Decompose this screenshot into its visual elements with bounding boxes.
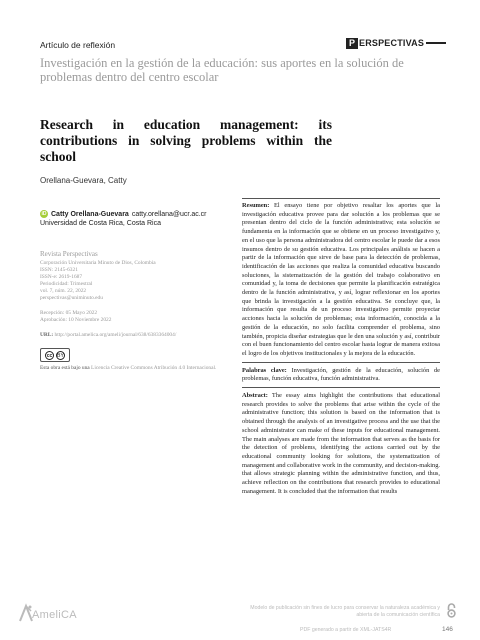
url-link[interactable]: http://portal.amelica.org/ameli/journal/638/6383364004/ [54, 332, 177, 338]
abstract-english [242, 392, 440, 496]
pdf-generation-note: PDF generado a partir de XML-JATS4R [300, 627, 392, 633]
license-text [40, 365, 240, 372]
license-link[interactable]: Licencia Creative Commons Atribución 4.0 Internacional. [91, 365, 217, 371]
amelica-logo[interactable] [18, 603, 88, 625]
keywords-spanish [242, 367, 440, 384]
abstract-spanish-label: Resumen: [242, 202, 270, 209]
journal-issn: ISSN: 2145-6321 [40, 267, 78, 273]
footer-note [200, 605, 440, 619]
page-number: 146 [442, 626, 453, 633]
author-affiliation: Universidad de Costa Rica, Costa Rica [40, 220, 161, 227]
title-spanish: Investigación en la gestión de la educación: sus aportes en la solución de problemas dentro del centro escolar [40, 56, 404, 84]
journal-logo-text: ERSPECTIVAS [359, 38, 425, 48]
journal-info [40, 250, 240, 302]
journal-email[interactable]: perspectivas@uniminuto.edu [40, 295, 103, 301]
abstract-spanish [242, 202, 440, 359]
article-url [40, 332, 240, 339]
journal-logo-mark: P [346, 38, 358, 49]
by-attribution-icon: BY [57, 352, 64, 359]
abstract-divider-top [242, 198, 440, 199]
abstract-english-text: The essay aims highlight the contributions that educational research provides to solve the problems that arise within the cycle of the administrative function; this solution is based on the information that is obtained through the analysis of an investigative process and the use that the school administrator can make of these inputs for educational management. The main analyses are made from the information that serves as the basis for the detection of problems, identifying the actions carried out by the educational community looking for solutions, the systematization of management and collaborative work in the community, and decision-making. that allows strategic planning within the administrative function, and thus, achieve reflection on the contributions that research provides to educational management. It is concluded that the information that results [242, 392, 441, 495]
abstract-column [242, 198, 440, 497]
journal-publisher: Corporación Universitaria Minuto de Dios, Colombia [40, 260, 156, 266]
abstract-spanish-text: El ensayo tiene por objetivo resaltar los aportes que la investigación educativa provee para dar solución a los problemas que se presentan dentro del ciclo de la función administrativa; esta solución se fundamenta en la información que se obtiene en un proceso investigativo y, en el uso que la persona administradora del centro escolar le puede dar a esos insumos dentro de su gestión educativa. Los principales análisis se hacen a partir de la información que sirve de base para la detección de problemas, identificación de las acciones que realiza la comunidad educativa buscando soluciones, la sistematización de la gestión del trabajo colaborativo en comunidad y, la toma de decisiones que permite la planificación estratégica dentro de la función administrativa, y así, lograr reflexionar en los aportes que brinda la investigación a la gestión educativa. Se concluye que, la información que resulta de un proceso investigativo permite proyectar acciones hacia la solución de problemas; esta información, conocida a la gestión de la educación, no solo facilita comprender el problema, sino también, propicia diseñar estrategias que le den una solución y así, contribuir con el buen funcionamiento del centro escolar hasta lograr de manera exitosa el logro de los objetivos institucionales y la mejora de la educación. [242, 202, 440, 357]
article-metadata [40, 210, 240, 372]
keywords-divider [242, 362, 440, 363]
journal-periodicity: Periodicidad: Trimestral [40, 281, 93, 287]
abstract-english-label: Abstract: [242, 392, 268, 400]
article-dates [40, 310, 240, 324]
journal-volume: vol. 7, núm. 22, 2022 [40, 288, 87, 294]
creative-commons-badge[interactable] [40, 348, 70, 362]
keywords-label: Palabras clave: [242, 366, 287, 374]
title-english: Research in education management: its contributions in solving problems within the school [40, 117, 332, 164]
date-received: Recepción: 05 Mayo 2022 [40, 310, 98, 316]
author-line [40, 210, 240, 218]
journal-logo-rule [426, 42, 446, 44]
journal-logo [346, 37, 446, 49]
abstract-english-divider [242, 387, 440, 388]
author-email[interactable]: catty.orellana@ucr.ac.cr [131, 210, 207, 218]
open-access-icon [446, 603, 457, 618]
section-label: Artículo de reflexión [40, 40, 116, 50]
date-approved: Aprobación: 10 Noviembre 2022 [40, 317, 112, 323]
journal-eissn: ISSN-e: 2619-1687 [40, 274, 83, 280]
footer-note-line2: abierta de la comunicación científica [356, 612, 440, 618]
orcid-icon[interactable]: iD [41, 211, 47, 217]
keywords-text: Investigación, gestión de la educación, solución de problemas, función educativa, función administrativa. [242, 366, 440, 383]
license-prefix: Esta obra está bajo una [40, 365, 92, 371]
cc-icon: cc [46, 352, 53, 359]
author-name: Catty Orellana-Guevara [51, 210, 129, 218]
footer-note-line1: Modelo de publicación sin fines de lucro para conservar la naturaleza académica y [250, 605, 440, 611]
journal-name: Revista Perspectivas [40, 250, 98, 258]
url-label: URL: [40, 332, 54, 338]
author-citation: Orellana-Guevara, Catty [40, 176, 127, 185]
amelica-wordmark: AmeliCA [32, 609, 77, 621]
